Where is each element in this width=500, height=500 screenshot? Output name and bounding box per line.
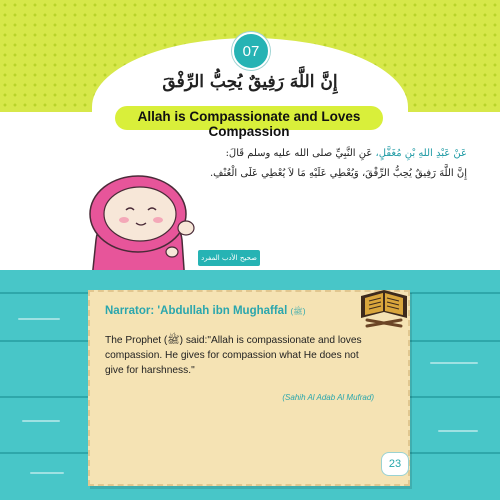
arabic-narration-line xyxy=(137,148,467,159)
arabic-chain: عَنِ النَّبِيِّ صلى الله عليه وسلم قَالَ: xyxy=(225,148,373,159)
wood-grain xyxy=(22,420,60,422)
wood-grain xyxy=(430,362,478,364)
english-narrator xyxy=(105,305,305,318)
narrator-honorific: (ﷺ) xyxy=(290,307,306,316)
narrator-name: Narrator: 'Abdullah ibn Mughaffal xyxy=(105,305,288,317)
quran-book-icon xyxy=(355,280,413,330)
page-number: 23 xyxy=(381,452,409,476)
english-title: Allah is Compassionate and Loves Compassion xyxy=(137,109,361,139)
lesson-number-badge: 07 xyxy=(232,32,270,70)
wood-grain xyxy=(18,318,60,320)
arabic-narrator: عَنْ عَبْدِ اللهِ بْنِ مُغَفَّلٍ، xyxy=(375,148,467,159)
hadith-citation: (Sahih Al Adab Al Mufrad) xyxy=(282,393,374,402)
english-hadith-quote: The Prophet (ﷺ) said:"Allah is compassionate and loves compassion. He gives for compassion what He does not give for harshness." xyxy=(105,335,362,376)
wood-grain xyxy=(30,472,64,474)
arabic-hadith-text: إِنَّ اللَّهَ رَفِيقٌ يُحِبُّ الرِّفْقَ، وَيُعْطِي عَلَيْهِ مَا لاَ يُعْطِي عَلَى الْعُنْفِ. xyxy=(210,168,467,179)
arabic-title: إِنَّ اللَّهَ رَفِيقٌ يُحِبُّ الرِّفْقَ xyxy=(162,72,338,92)
wood-grain xyxy=(438,430,478,432)
source-chip: صحيح الأدب المفرد xyxy=(198,250,260,266)
